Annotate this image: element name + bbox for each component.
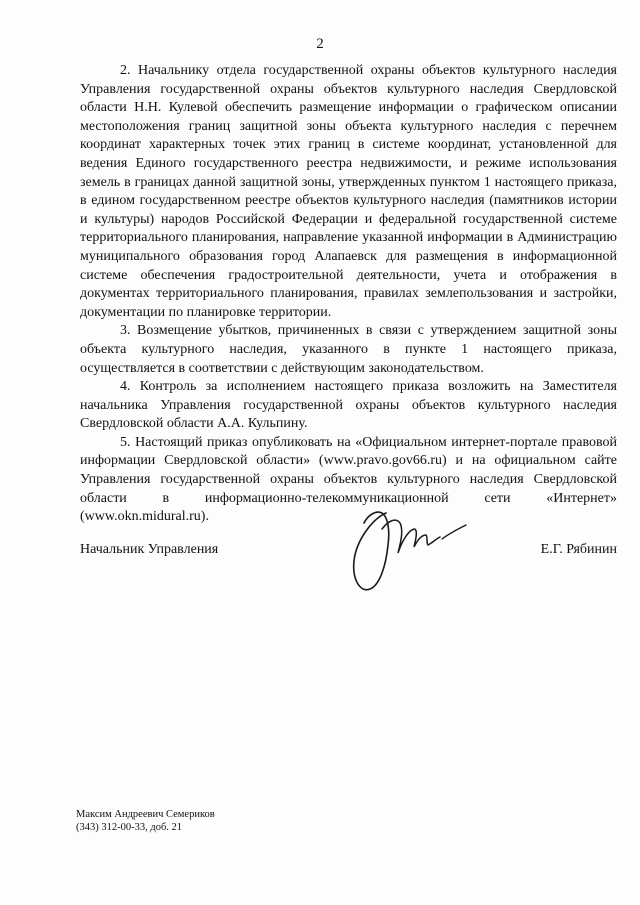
paragraph-3: 3. Возмещение убытков, причиненных в связи с утверждением защитной зоны объекта культурного наследия, указанного в пункте 1 настоящего приказа, осуществляется в соответствии с действующим законодательством. — [80, 323, 617, 376]
signatory-name: Е.Г. Рябинин — [540, 542, 617, 557]
handwritten-signature — [342, 493, 472, 603]
paragraph-2: 2. Начальнику отдела государственной охраны объектов культурного наследия Управления государственной охраны объектов культурного наследия Свердловской области Н.Н. Кулевой обеспечить размещение информации о графическом описании местоположения границ защитной зоны объекта культурного наследия с перечнем координат характерных точек этих границ в системе координат, установленной для ведения Единого государственного реестра недвижимости, и режиме использования земель в границах данной защитной зоны, утвержденных пунктом 1 настоящего приказа, в едином государственном реестре объектов культурного наследия (памятников истории и культуры) народов Российской Федерации и федеральной государственной системе территориального планирования, направление указанной информации в Администрацию муниципального образования город Алапаевск для размещения в информационной системе обеспечения градостроительной деятельности, учета и отображения в документах территориального планирования, правилах землепользования и застройки, документации по планировке территории. — [80, 63, 617, 320]
page-number: 2 — [316, 36, 324, 52]
signatory-position: Начальник Управления — [80, 542, 219, 557]
paragraph-5: 5. Настоящий приказ опубликовать на «Официальном интернет-портале правовой информации Свердловской области» (www.pravo.gov66.ru) и на официальном сайте Управления государственной охраны объектов культурного наследия Свердловской области в информационно-телекоммуникационной сети «Интернет» (www.okn.midural.ru). — [80, 434, 617, 525]
executor-name: Максим Андреевич Семериков — [76, 809, 215, 820]
executor-phone: (343) 312-00-33, доб. 21 — [76, 822, 183, 833]
executor-info — [76, 808, 215, 834]
document-body — [80, 62, 617, 527]
paragraph-4: 4. Контроль за исполнением настоящего приказа возложить на Заместителя начальника Управления государственной охраны объектов культурного наследия Свердловской области А.А. Кульпину. — [80, 379, 617, 432]
